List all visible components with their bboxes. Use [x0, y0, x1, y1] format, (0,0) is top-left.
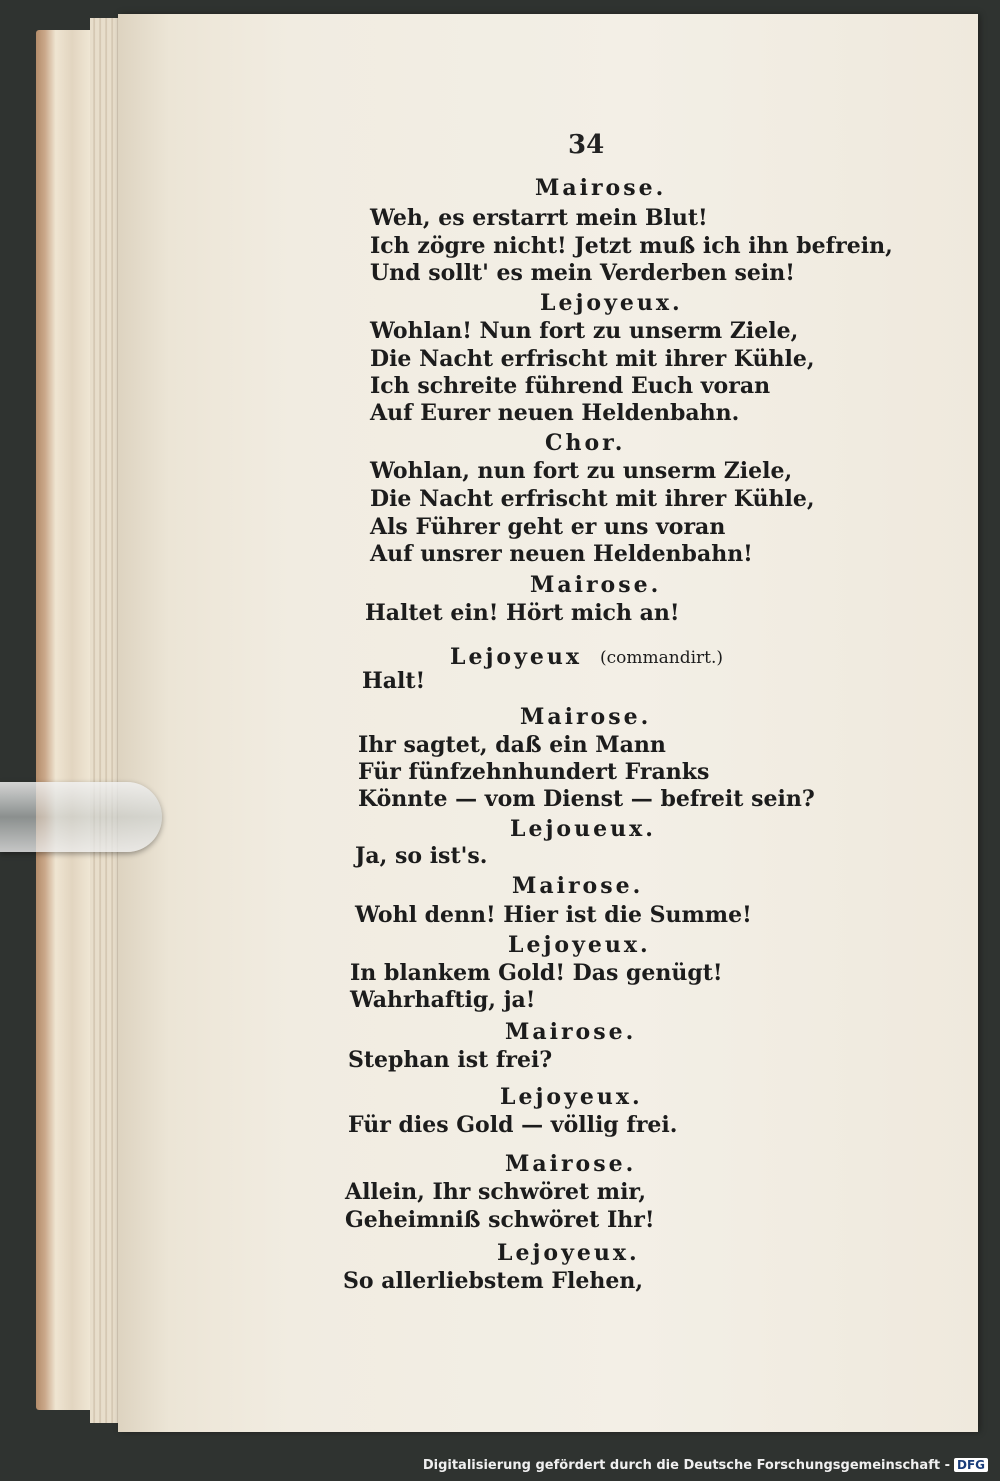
speaker-name: Lejoyeux.	[500, 1084, 643, 1110]
speaker-name: Lejoyeux.	[508, 932, 651, 958]
verse-line: Für dies Gold — völlig frei.	[348, 1112, 678, 1138]
verse-line: Wohlan! Nun fort zu unserm Ziele,	[370, 318, 799, 344]
speaker-name: Mairose.	[520, 704, 652, 730]
verse-line: Auf Eurer neuen Heldenbahn.	[370, 400, 740, 426]
verse-line: Die Nacht erfrischt mit ihrer Kühle,	[370, 486, 815, 512]
verse-line: Die Nacht erfrischt mit ihrer Kühle,	[370, 346, 815, 372]
verse-line: Und sollt' es mein Verderben sein!	[370, 260, 795, 286]
verse-line: Für fünfzehnhundert Franks	[358, 759, 710, 785]
speaker-name: Mairose.	[530, 572, 662, 598]
speaker-name: Lejoyeux.	[540, 290, 683, 316]
verse-line: Haltet ein! Hört mich an!	[365, 600, 680, 626]
verse-line: Als Führer geht er uns voran	[370, 514, 726, 540]
verse-line: Geheimniß schwöret Ihr!	[345, 1207, 655, 1233]
verse-line: So allerliebstem Flehen,	[343, 1268, 643, 1294]
verse-line: Wohl denn! Hier ist die Summe!	[355, 902, 752, 928]
stage-direction: (commandirt.)	[600, 648, 724, 668]
page-number: 34	[568, 130, 605, 160]
page-clip	[0, 782, 162, 852]
dfg-logo: DFG	[954, 1458, 988, 1472]
verse-line: Könnte — vom Dienst — befreit sein?	[358, 786, 815, 812]
verse-line: Allein, Ihr schwöret mir,	[345, 1179, 647, 1205]
verse-line: Auf unsrer neuen Heldenbahn!	[370, 541, 753, 567]
verse-line: Ja, so ist's.	[355, 843, 488, 869]
verse-line: Wahrhaftig, ja!	[350, 987, 536, 1013]
speaker-name: Lejoueux.	[510, 816, 656, 842]
digitization-credit	[423, 1458, 988, 1473]
verse-line: Stephan ist frei?	[348, 1047, 553, 1073]
speaker-name: Mairose.	[505, 1019, 637, 1045]
speaker-name: Chor.	[545, 430, 626, 456]
verse-line: Halt!	[362, 668, 426, 694]
speaker-name: Mairose.	[535, 175, 667, 201]
speaker-name: Lejoyeux	[450, 644, 582, 670]
verse-line: Ich schreite führend Euch voran	[370, 373, 771, 399]
verse-line: Ihr sagtet, daß ein Mann	[358, 732, 666, 758]
verse-line: Ich zögre nicht! Jetzt muß ich ihn befrein,	[370, 233, 893, 259]
speaker-name: Mairose.	[505, 1151, 637, 1177]
verse-line: Weh, es erstarrt mein Blut!	[370, 205, 708, 231]
speaker-name: Mairose.	[512, 873, 644, 899]
speaker-name: Lejoyeux.	[497, 1240, 640, 1266]
verse-line: Wohlan, nun fort zu unserm Ziele,	[370, 458, 793, 484]
credit-text: Digitalisierung gefördert durch die Deutsche Forschungsgemeinschaft -	[422, 1458, 950, 1473]
verse-line: In blankem Gold! Das genügt!	[350, 960, 723, 986]
